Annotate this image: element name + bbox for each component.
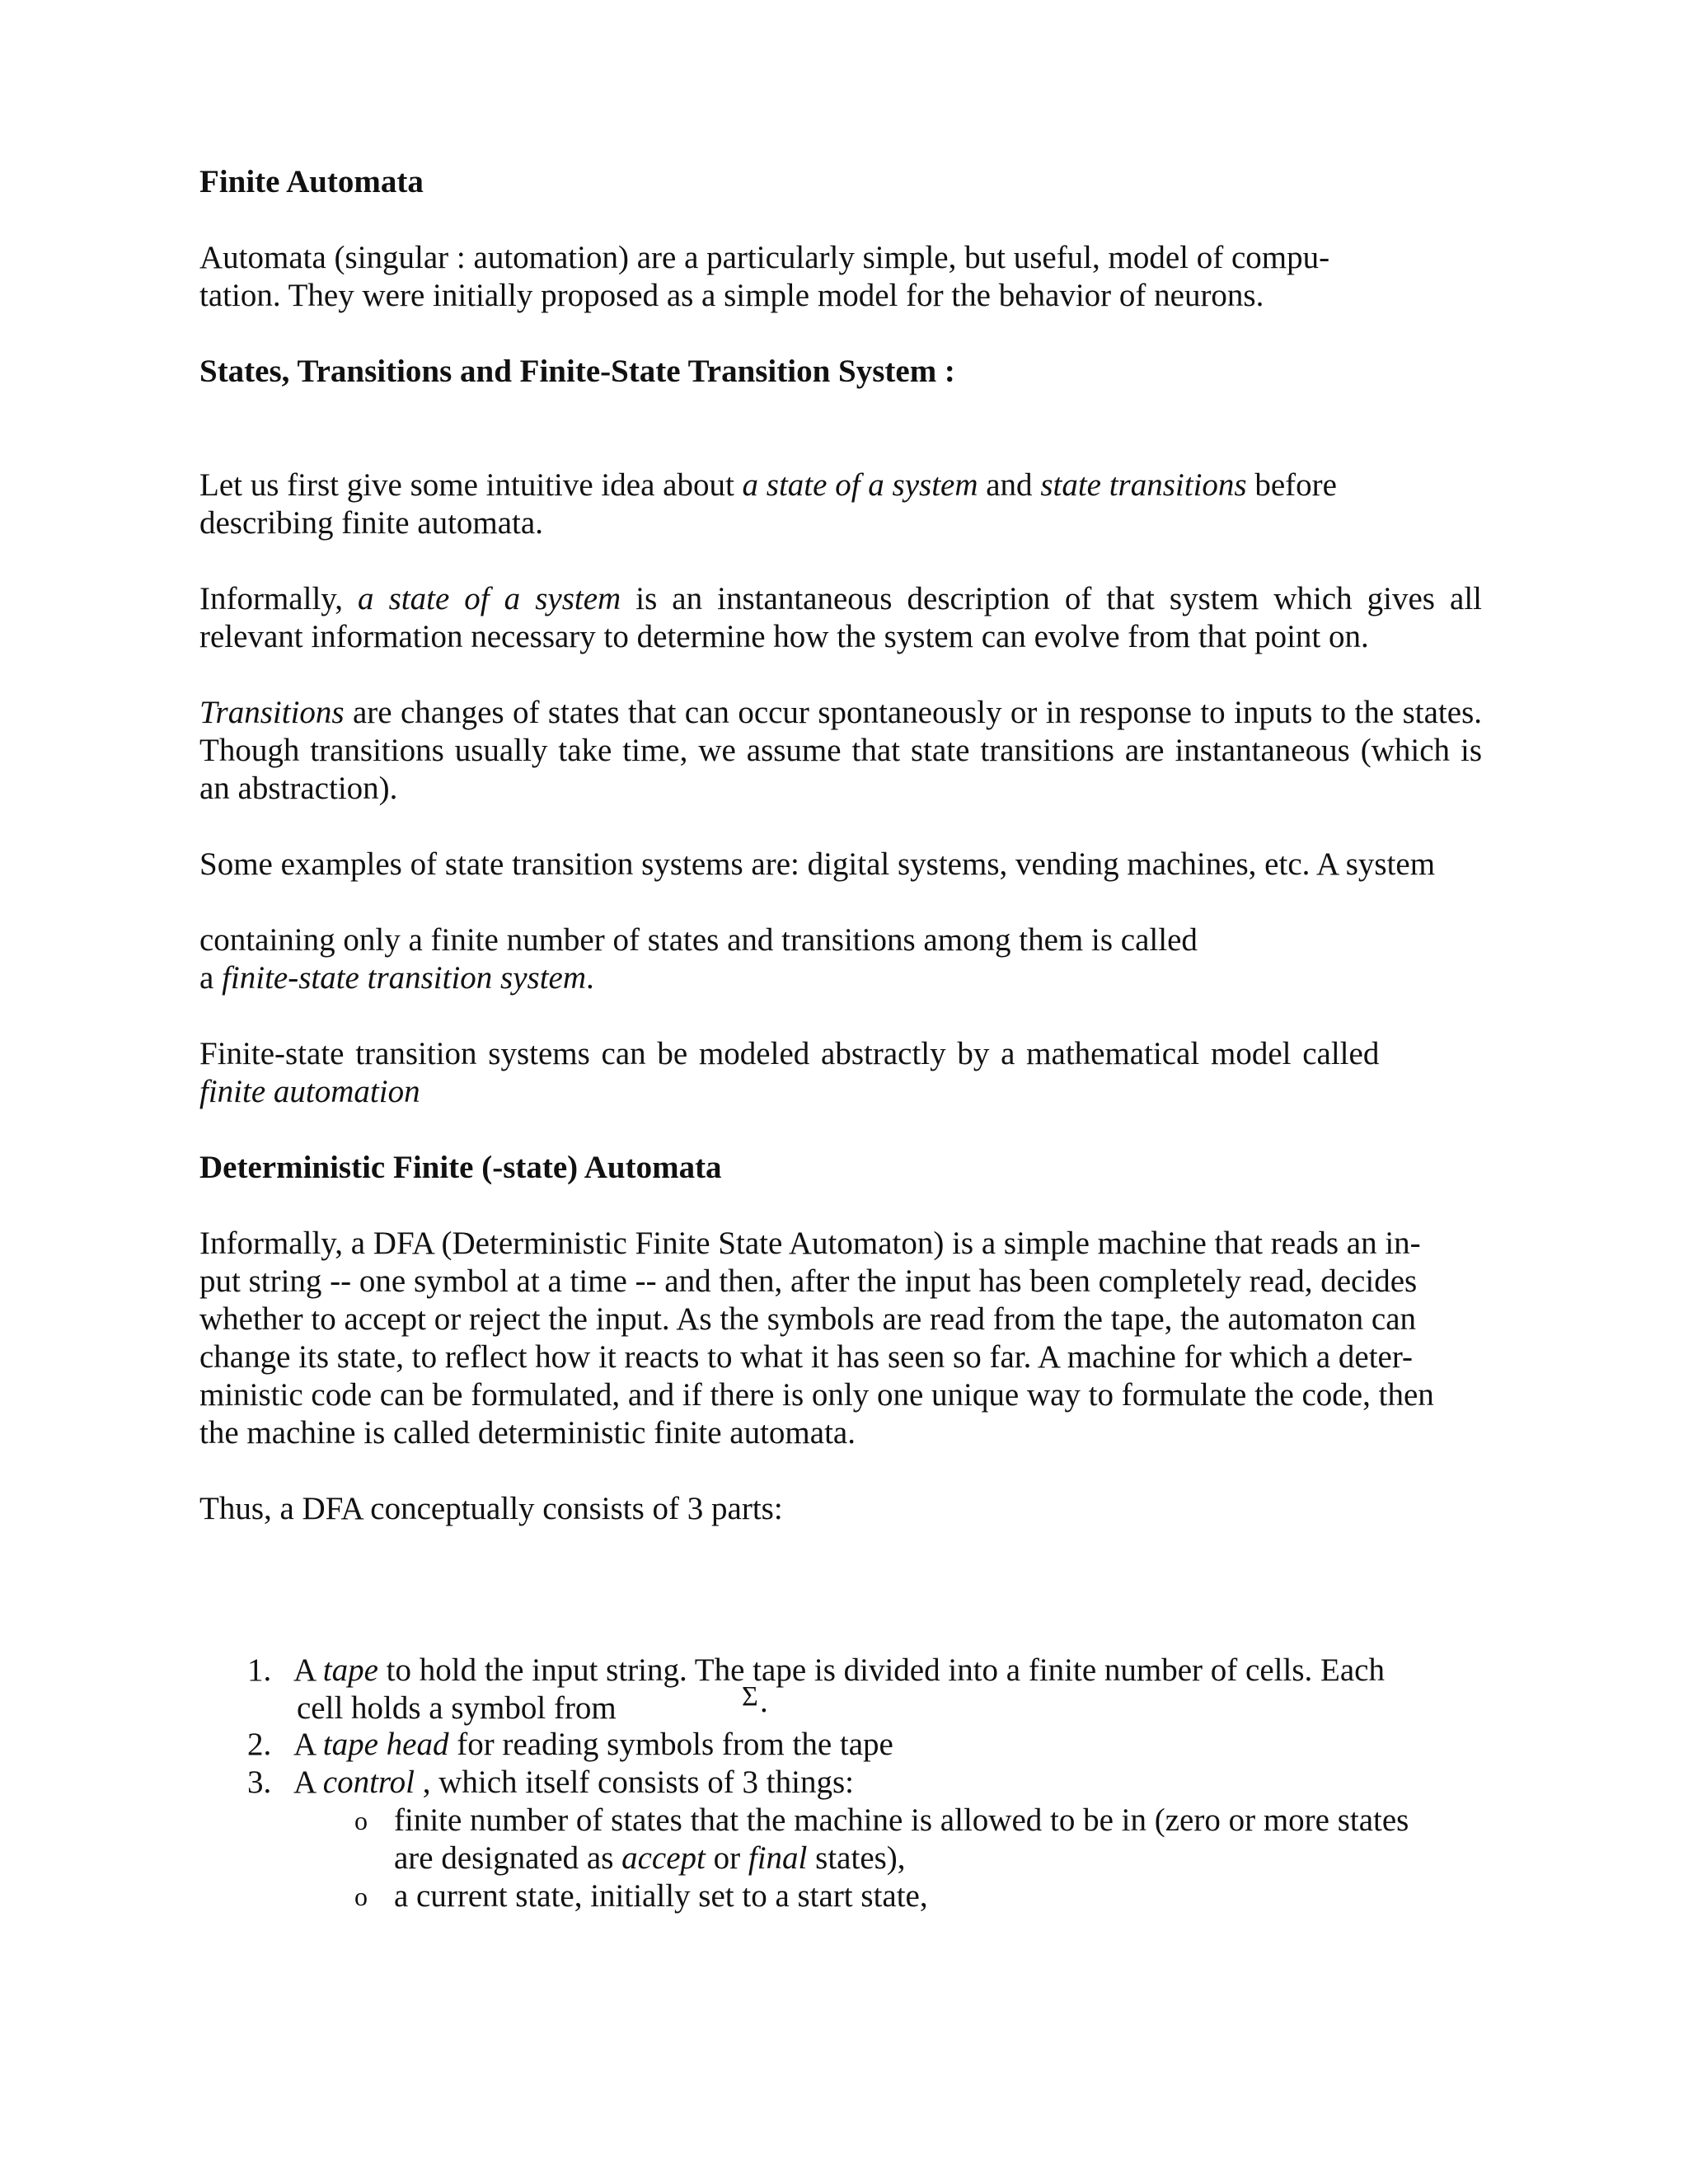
sigma-symbol: Σ (742, 1681, 758, 1712)
sub-item-finite-states-line-2: are designated as accept or final states), (394, 1840, 906, 1876)
list-number-2: 2. (247, 1727, 272, 1762)
intro-line-2: tation. They were initially proposed as a simple model for the behavior of neurons. (199, 278, 1264, 313)
sub-item-finite-states-line-1: finite number of states that the machine is allowed to be in (zero or more states (394, 1802, 1409, 1838)
list-item-tape: A tape to hold the input string. The tape is divided into a finite number of cells. Each (293, 1652, 1385, 1688)
paragraph-state-definition: Informally, a state of a system is an instantaneous description of that system which gives all relevant information necessary to determine how the system can evolve from that point on. (199, 581, 1482, 654)
document-title: Finite Automata (199, 164, 424, 199)
intro-line-1: Automata (singular : automation) are a particularly simple, but useful, model of compu- (199, 240, 1330, 275)
paragraph-dfa-line-5: ministic code can be formulated, and if there is only one unique way to formulate the code, then (199, 1377, 1434, 1413)
list-number-3: 3. (247, 1765, 272, 1800)
paragraph-examples: Some examples of state transition systems are: digital systems, vending machines, etc. A system (199, 846, 1436, 882)
list-number-1: 1. (247, 1652, 272, 1688)
sub-item-current-state: a current state, initially set to a start state, (394, 1878, 928, 1914)
paragraph-intuitive-idea: Let us first give some intuitive idea about a state of a system and state transitions before describing finite automata. (199, 467, 1337, 541)
sub-bullet-1: o (354, 1806, 368, 1835)
section-heading-dfa: Deterministic Finite (-state) Automata (199, 1150, 722, 1185)
paragraph-modeled-line-2: finite automation (199, 1074, 420, 1109)
sigma-period: . (760, 1684, 768, 1719)
paragraph-dfa-line-2: put string -- one symbol at a time -- and then, after the input has been completely read, decides (199, 1263, 1418, 1299)
paragraph-dfa-line-6: the machine is called deterministic finite automata. (199, 1415, 856, 1451)
paragraph-modeled-line-1: Finite-state transition systems can be modeled abstractly by a mathematical model called (199, 1036, 1380, 1071)
paragraph-dfa-line-3: whether to accept or reject the input. As the symbols are read from the tape, the automaton can (199, 1301, 1417, 1337)
paragraph-dfa-line-4: change its state, to reflect how it reacts to what it has seen so far. A machine for which a deter- (199, 1339, 1414, 1375)
paragraph-containing-line-1: containing only a finite number of states and transitions among them is called (199, 922, 1198, 958)
section-heading-states-transitions: States, Transitions and Finite-State Transition System : (199, 354, 955, 389)
list-item-tape-head: A tape head for reading symbols from the tape (293, 1727, 893, 1762)
list-item-control: A control , which itself consists of 3 things: (293, 1765, 854, 1800)
paragraph-three-parts: Thus, a DFA conceptually consists of 3 parts: (199, 1491, 783, 1526)
paragraph-dfa-line-1: Informally, a DFA (Deterministic Finite State Automaton) is a simple machine that reads an in- (199, 1226, 1421, 1261)
paragraph-transitions: Transitions are changes of states that can occur spontaneously or in response to inputs to the states. Though transitions usually take time, we assume that state transitions are instantaneous (which is an abstraction). (199, 695, 1482, 806)
sub-bullet-2: o (354, 1882, 368, 1911)
list-item-tape-line-2: cell holds a symbol from (297, 1690, 617, 1726)
paragraph-containing-line-2: a finite-state transition system. (199, 960, 594, 996)
